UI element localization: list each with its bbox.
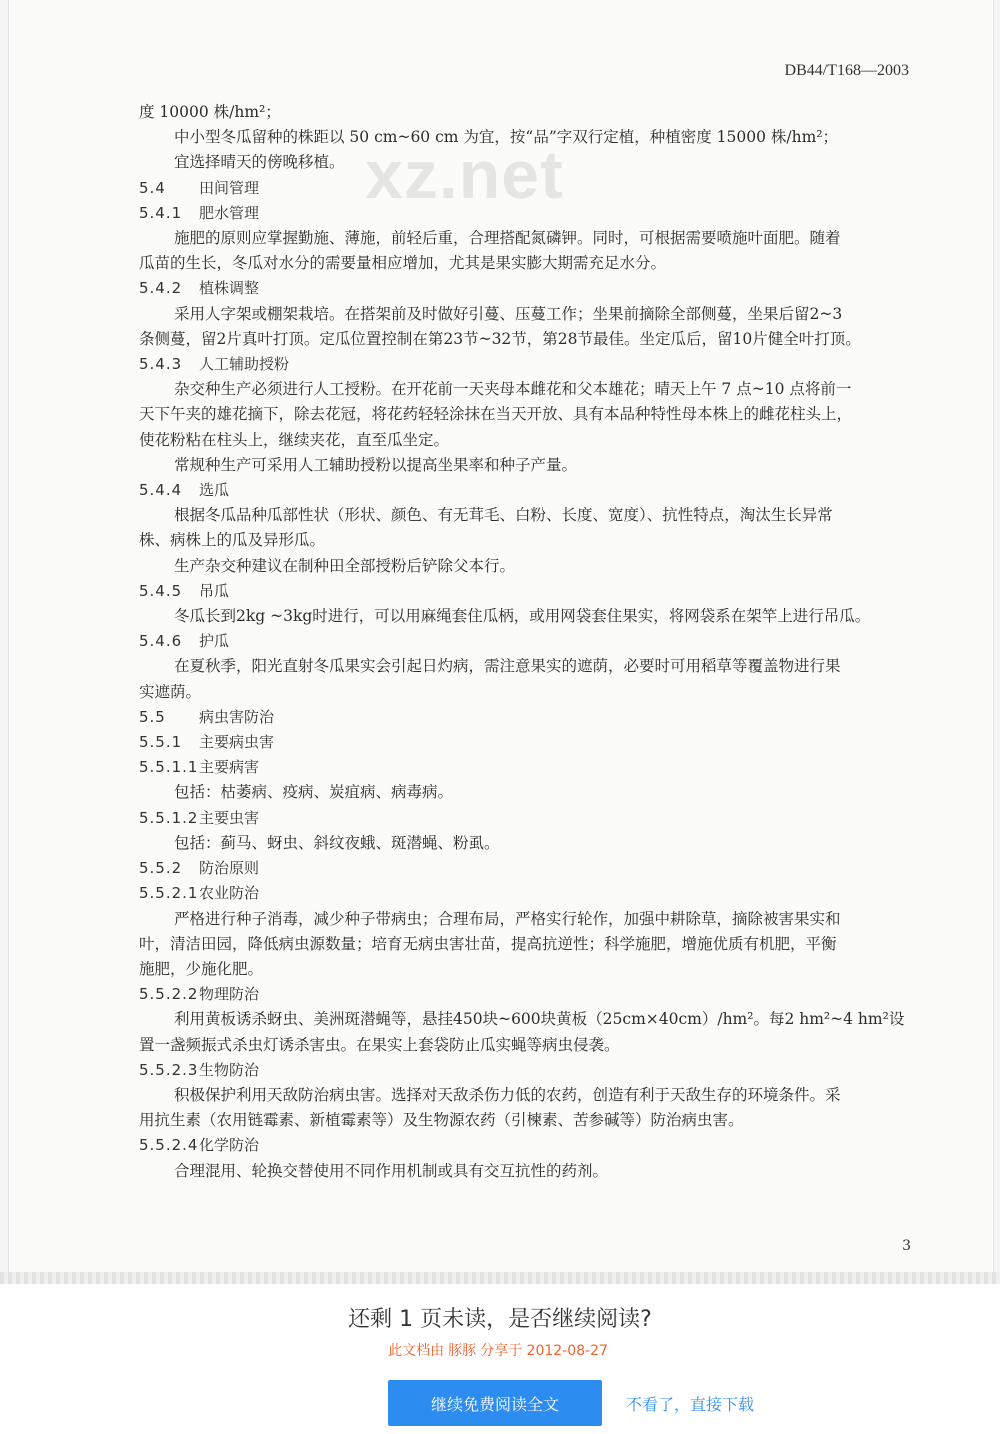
paragraph-line: 度 10000 株/hm²； xyxy=(139,103,281,121)
paragraph-line: 积极保护利用天敌防治病虫害。选择对天敌杀伤力低的农药，创造有利于天敌生存的环境条件。采 xyxy=(174,1085,841,1104)
continue-reading-button[interactable]: 继续免费阅读全文 xyxy=(388,1380,602,1426)
paragraph-line: 施肥的原则应掌握勤施、薄施，前轻后重，合理搭配氮磷钾。同时，可根据需要喷施叶面肥。随着 xyxy=(174,229,841,248)
paragraph-line: 瓜苗的生长，冬瓜对水分的需要量相应增加，尤其是果实膨大期需充足水分。 xyxy=(139,254,667,273)
paragraph-line: 生产杂交种建议在制种田全部授粉后铲除父本行。 xyxy=(174,556,516,575)
paragraph-line: 采用人字架或棚架栽培。在搭架前及时做好引蔓、压蔓工作；坐果前摘除全部侧蔓，坐果后留2~3 xyxy=(174,304,843,323)
section-title: 物理防治 xyxy=(199,985,260,1004)
section-title: 化学防治 xyxy=(199,1136,260,1155)
paragraph-line: 用抗生素（农用链霉素、新植霉素等）及生物源农药（引楝素、苦参碱等）防治病虫害。 xyxy=(139,1111,744,1130)
section-number: 5.5 xyxy=(139,707,166,726)
section-heading xyxy=(139,856,911,881)
section-heading xyxy=(139,352,911,377)
document-body xyxy=(139,100,911,1184)
document-page xyxy=(8,0,994,1272)
section-number: 5.5.2.1 xyxy=(139,884,199,903)
paragraph-line: 施肥，少施化肥。 xyxy=(139,959,264,978)
paragraph-line: 使花粉粘在柱头上，继续夹花，直至瓜坐定。 xyxy=(139,430,450,449)
paragraph-line: 常规种生产可采用人工辅助授粉以提高坐果率和种子产量。 xyxy=(174,455,578,474)
page-number: 3 xyxy=(902,1238,911,1254)
paragraph-line: 中小型冬瓜留种的株距以 50 cm~60 cm 为宜，按“品”字双行定植，种植密度 15000 株/hm²； xyxy=(174,128,839,147)
section-number: 5.4.4 xyxy=(139,481,183,500)
paragraph-line: 利用黄板诱杀蚜虫、美洲斑潜蝇等，悬挂450块~600块黄板（25cm×40cm）/hm²。每2 hm²~4 hm²设 xyxy=(174,1010,905,1029)
paragraph-line: 杂交种生产必须进行人工授粉。在开花前一天夹母本雌花和父本雄花；晴天上午 7 点~10 点将前一 xyxy=(174,380,852,399)
section-number: 5.4.3 xyxy=(139,355,183,374)
paragraph-line: 宜选择晴天的傍晚移植。 xyxy=(174,153,345,172)
section-number: 5.5.2.4 xyxy=(139,1136,199,1155)
section-title: 主要病虫害 xyxy=(199,733,275,752)
paragraph-line: 株、病株上的瓜及异形瓜。 xyxy=(139,531,326,550)
section-title: 主要病害 xyxy=(199,758,260,777)
section-number: 5.4.2 xyxy=(139,279,183,298)
section-title: 生物防治 xyxy=(199,1060,260,1079)
section-title: 肥水管理 xyxy=(199,203,260,222)
section-title: 选瓜 xyxy=(199,481,230,500)
paragraph-line: 实遮荫。 xyxy=(139,682,202,701)
section-title: 主要虫害 xyxy=(199,808,260,827)
section-number: 5.5.2.2 xyxy=(139,985,199,1004)
direct-download-link[interactable]: 不看了，直接下载 xyxy=(626,1395,755,1414)
paragraph-line: 天下午夹的雄花摘下，除去花冠，将花药轻轻涂抹在当天开放、具有本品种特性母本株上的雌花柱头上， xyxy=(139,405,853,424)
section-number: 5.5.1.1 xyxy=(139,758,199,777)
section-title: 人工辅助授粉 xyxy=(199,355,290,374)
section-number: 5.5.2.3 xyxy=(139,1060,199,1079)
section-heading xyxy=(139,982,911,1007)
paragraph-line: 严格进行种子消毒，减少种子带病虫；合理布局，严格实行轮作，加强中耕除草，摘除被害果实和 xyxy=(174,909,841,928)
section-number: 5.5.1 xyxy=(139,733,183,752)
section-heading xyxy=(139,1058,911,1083)
paragraph-line: 置一盏频振式杀虫灯诱杀害虫。在果实上套袋防止瓜实蝇等病虫侵袭。 xyxy=(139,1035,620,1054)
paragraph-line: 叶，清洁田园，降低病虫源数量；培育无病虫害壮苗，提高抗逆性；科学施肥，增施优质有机肥，平衡 xyxy=(139,934,837,953)
section-heading xyxy=(139,705,911,730)
paragraph-line: 包括：枯萎病、疫病、炭疽病、病毒病。 xyxy=(174,783,454,802)
section-heading xyxy=(139,755,911,780)
continue-reading-panel xyxy=(0,1284,1000,1434)
section-heading xyxy=(139,1133,911,1158)
section-number: 5.4 xyxy=(139,178,166,197)
paragraph-line: 包括：蓟马、蚜虫、斜纹夜蛾、斑潜蝇、粉虱。 xyxy=(174,833,500,852)
section-title: 吊瓜 xyxy=(199,581,230,600)
section-heading xyxy=(139,881,911,906)
section-title: 植株调整 xyxy=(199,279,260,298)
section-heading xyxy=(139,730,911,755)
section-heading xyxy=(139,276,911,301)
section-number: 5.4.6 xyxy=(139,632,183,651)
share-date: 分享于 2012-08-27 xyxy=(480,1343,608,1359)
section-title: 病虫害防治 xyxy=(199,707,275,726)
section-heading xyxy=(139,806,911,831)
paragraph-line: 冬瓜长到2kg ~3kg时进行，可以用麻绳套住瓜柄，或用网袋套住果实，将网袋系在架竿上进行吊瓜。 xyxy=(174,607,871,626)
paragraph-line: 条侧蔓，留2片真叶打顶。定瓜位置控制在第23节~32节，第28节最佳。坐定瓜后，留10片健全叶打顶。 xyxy=(139,329,861,348)
share-info xyxy=(0,1340,1000,1360)
section-heading xyxy=(139,201,911,226)
section-title: 护瓜 xyxy=(199,632,230,651)
paragraph-line: 在夏秋季，阳光直射冬瓜果实会引起日灼病，需注意果实的遮荫，必要时可用稻草等覆盖物进行果 xyxy=(174,657,841,676)
section-number: 5.4.5 xyxy=(139,581,183,600)
section-title: 农业防治 xyxy=(199,884,260,903)
document-code: DB44/T168—2003 xyxy=(784,62,909,79)
section-heading xyxy=(139,579,911,604)
paragraph-line: 根据冬瓜品种瓜部性状（形状、颜色、有无茸毛、白粉、长度、宽度）、抗性特点，淘汰生长异常 xyxy=(174,506,833,525)
section-heading xyxy=(139,176,911,201)
page-divider xyxy=(0,1272,1000,1284)
uploader-name[interactable]: 豚豚 xyxy=(448,1343,477,1359)
section-title: 田间管理 xyxy=(199,178,260,197)
section-number: 5.5.1.2 xyxy=(139,808,199,827)
section-title: 防治原则 xyxy=(199,859,260,878)
uploader-prefix: 此文档由 xyxy=(388,1343,445,1359)
section-number: 5.4.1 xyxy=(139,203,183,222)
watermark: xz.net xyxy=(365,137,564,213)
section-number: 5.5.2 xyxy=(139,859,183,878)
remaining-pages-title: 还剩 1 页未读，是否继续阅读? xyxy=(348,1307,652,1332)
paragraph-line: 合理混用、轮换交替使用不同作用机制或具有交互抗性的药剂。 xyxy=(174,1161,609,1180)
section-heading xyxy=(139,478,911,503)
section-heading xyxy=(139,629,911,654)
